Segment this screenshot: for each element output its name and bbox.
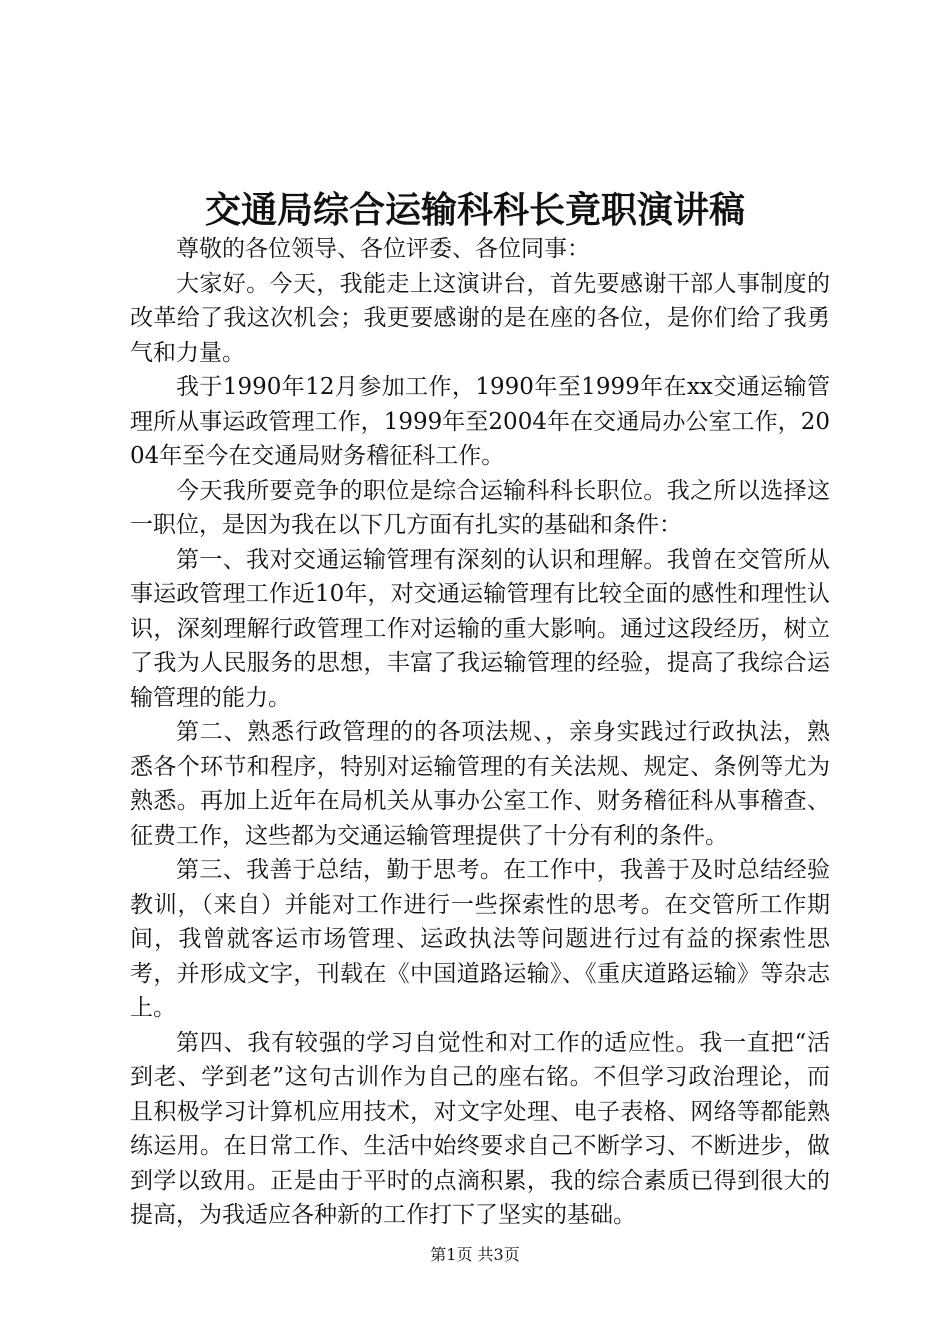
document-body: [130, 232, 830, 1233]
work-history-paragraph: 我于1990年12月参加工作，1990年至1999年在xx交通运输管理所从事运政管理工作，1999年至2004年在交通局办公室工作，2004年至今在交通局财务稽征科工作。: [130, 374, 830, 469]
point-three-paragraph: 第三、我善于总结，勤于思考。在工作中，我善于及时总结经验教训，（来自）并能对工作进行一些探索性的思考。在交管所工作期间，我曾就客运市场管理、运政执法等问题进行过有益的探索性思考，并形成文字，刊载在《中国道路运输》、《重庆道路运输》等杂志上。: [130, 857, 830, 1021]
document-title: 交通局综合运输科科长竟职演讲稿: [204, 189, 745, 231]
page-number-footer: 第1页 共3页: [430, 1245, 520, 1264]
point-four-paragraph: 第四、我有较强的学习自觉性和对工作的适应性。我一直把“活到老、学到老”这句古训作为自己的座右铭。不但学习政治理论，而且积极学习计算机应用技术，对文字处理、电子表格、网络等都能熟练运用。在日常工作、生活中始终要求自己不断学习、不断进步，做到学以致用。正是由于平时的点滴积累，我的综合素质已得到很大的提高，为我适应各种新的工作打下了坚实的基础。: [130, 1029, 830, 1228]
salutation-paragraph: 尊敬的各位领导、各位评委、各位同事：: [176, 236, 590, 262]
point-one-paragraph: 第一、我对交通运输管理有深刻的认识和理解。我曾在交管所从事运政管理工作近10年，对交通运输管理有比较全面的感性和理性认识，深刻理解行政管理工作对运输的重大影响。通过这段经历，树立了我为人民服务的思想，丰富了我运输管理的经验，提高了我综合运输管理的能力。: [130, 546, 830, 711]
greeting-paragraph: 大家好。今天，我能走上这演讲台，首先要感谢干部人事制度的改革给了我这次机会；我更要感谢的是在座的各位，是你们给了我勇气和力量。: [130, 270, 830, 366]
position-paragraph: 今天我所要竞争的职位是综合运输科科长职位。我之所以选择这一职位，是因为我在以下几方面有扎实的基础和条件：: [130, 477, 830, 538]
point-two-paragraph: 第二、熟悉行政管理的的各项法规、，亲身实践过行政执法，熟悉各个环节和程序，特别对运输管理的有关法规、规定、条例等尤为熟悉。再加上近年在局机关从事办公室工作、财务稽征科从事稽查、征费工作，这些都为交通运输管理提供了十分有利的条件。: [130, 719, 830, 849]
